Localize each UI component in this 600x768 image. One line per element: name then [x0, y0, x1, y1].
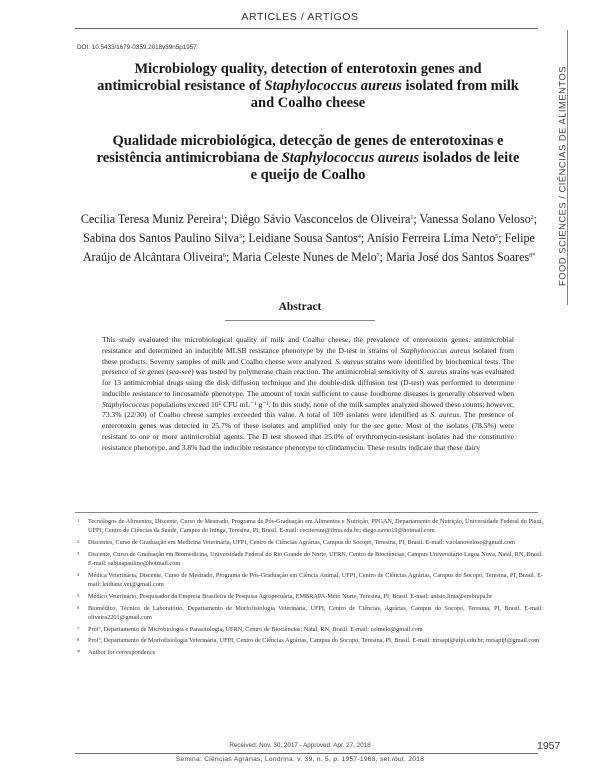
- footnotes: [75, 517, 543, 660]
- footnote-divider: [75, 512, 538, 513]
- author-separator: ;: [242, 230, 249, 245]
- footnote: [75, 550, 543, 569]
- author-name: Leidiane Sousa Santos: [248, 230, 358, 245]
- author: [231, 212, 420, 226]
- title-pt-species: Staphylococcus aureus: [281, 150, 420, 166]
- footer-divider: [75, 753, 538, 754]
- footnote-text: Profª, Departamento de Microbiologia e Parasitologia, UFRN, Centro de Biociências; Natal, RN, Brasil. E-mail: celmelo@gmail.com: [88, 625, 423, 633]
- footnote-mark: 6: [77, 604, 80, 610]
- footnote: [75, 636, 543, 645]
- footnote-text: Discentes, Curso de Graduação em Medicina Veterinária, UFPI, Centro de Ciências Agrárias, Campus do Socopo, Teresina, PI, Brasil. E-mail: v.solanoveloso@gmail.com: [88, 539, 515, 547]
- page-number: 1957: [537, 740, 561, 752]
- author: [386, 250, 535, 264]
- author-affiliation-mark: 7: [376, 252, 380, 259]
- footnote: [75, 592, 543, 601]
- footnote-mark: 7: [77, 625, 80, 631]
- footnote: [75, 625, 543, 634]
- author-separator: ;: [225, 249, 233, 264]
- section-label: ARTICLES / ARTIGOS: [241, 11, 359, 23]
- author-name: Cecília Teresa Muniz Pereira: [80, 212, 222, 226]
- footnote-mark: *: [77, 648, 81, 656]
- side-divider: [567, 30, 568, 305]
- side-section-label: [552, 48, 572, 303]
- author-affiliation-mark: 2: [530, 215, 534, 221]
- author-separator: ;: [533, 212, 538, 226]
- author-affiliation-mark: 5: [495, 233, 499, 240]
- footnote-mark: 8: [77, 637, 80, 643]
- author-separator: ;: [413, 212, 420, 226]
- doi[interactable]: DOI: 10.5433/1679-0359.2018v39n5p1957: [77, 44, 197, 51]
- journal-citation: Semina: Ciências Agrárias, Londrina, v. 39, n. 5, p. 1957-1968, set./out. 2018: [175, 756, 425, 763]
- author-name: Felipe Araújo de Alcântara Oliveira: [82, 230, 535, 264]
- footnote: [75, 538, 543, 547]
- footnote-text: Médico Veterinário, Pesquisador da Empresa Brasileira de Pesquisa Agropecuária, EMBRAPA-Meio Norte, Teresina, PI, Brasil. E-mail: anisio.lima@embrapa.br: [88, 592, 493, 600]
- footnote-text: Tecnólogos de Alimentos, Discente, Curso de Mestrado, Programa de Pós-Graduação em Alimentos e Nutrição, PPGAN, Departamento de Nutrição, Universidade Federal do Piauí, UFPI, Centro de Ciências da Saúde, Campus do Ininga, Teresina, PI, Brasil. E-mail: cecitereza@ifma.edu.br; diego.savio19@hotmail.com: [88, 518, 543, 535]
- footnote-mark: 3: [77, 550, 80, 556]
- footnote-mark: 4: [77, 571, 80, 577]
- author: [367, 231, 505, 245]
- footnote: [75, 571, 543, 590]
- author-separator: ;: [379, 249, 387, 264]
- author-name: Diêgo Sávio Vasconcelos de Oliveira: [230, 212, 411, 226]
- author: [419, 212, 537, 226]
- title-portuguese: [95, 133, 521, 184]
- title-en-species: Staphylococcus aureus: [264, 78, 402, 94]
- author: [232, 250, 386, 264]
- author-separator: ;: [224, 212, 231, 226]
- side-section-text: FOOD SCIENCES / CIÊNCIAS DE ALIMENTOS: [556, 65, 568, 286]
- title-en-text-2: isolated from milk and Coalho cheese: [250, 78, 519, 111]
- author-name: Sabina dos Santos Paulino Silva: [83, 230, 239, 245]
- title-pt-text-1: Qualidade microbiológica, detecção de genes de enterotoxinas e resistência antimicrobiana de: [96, 133, 504, 166]
- author-list: [76, 210, 542, 266]
- footnote-mark: 1: [77, 518, 80, 523]
- received-approved-dates: Received: Nov. 30, 2017 - Approved: Apr. 27, 2018: [229, 742, 371, 749]
- author-affiliation-mark: 4: [357, 233, 361, 240]
- author-affiliation-mark: 6: [222, 252, 226, 259]
- author-name: Vanessa Solano Veloso: [419, 212, 531, 226]
- title-en-text-1: Microbiology quality, detection of enterotoxin genes and antimicrobial resistance of: [97, 61, 482, 94]
- footnote-text: Profª, Departamento de Morfofisiologia Veterinária, UFPI, Centro de Ciências Agrárias, Campus do Socopo, Teresina, PI, Brasil. E-mail: mrsapi@ufpi.edu.br; mrsapijf@gmail.com: [88, 637, 540, 645]
- footnote-text: Discente, Curso de Graduação em Biomedicina, Universidade Federal do Rio Grande do Norte, UFRN, Centro de Biociências, Campus Universitário Lagoa Nova, Natal, RN, Brasil. E-mail: sabinapaulino@hotmail.com: [88, 550, 543, 568]
- footnote: [75, 517, 543, 536]
- author-name: Maria José dos Santos Soares: [386, 249, 530, 264]
- footnote-text: Médica Veterinária, Discente, Curso de Mestrado, Programa de Pós-Graduação em Ciência Animal, UFPI, Centro de Ciências Agrárias, Campus do Socopo, Teresina, PI, Brasil. E-mail: leidiane.vet@gmail.com: [88, 571, 543, 589]
- footnote-text: Biomédico, Técnico de Laboratório, Departamento de Morfofisiologia Veterinária, UFPI, Centro de Ciências, Agrárias, Campus do Socopo, Teresina, PI, Brasil. E-mail: oliveira2201@gmail.com: [88, 604, 543, 622]
- footnote-mark: 5: [77, 592, 80, 598]
- abstract-divider: [225, 320, 375, 321]
- author: [81, 212, 231, 226]
- author: [83, 231, 248, 245]
- title-english: [95, 61, 521, 112]
- author-separator: ;: [360, 230, 367, 245]
- footnote-text: Author for correspondence: [88, 648, 156, 656]
- author-affiliation-mark: 3: [239, 233, 242, 240]
- footnote: [75, 604, 543, 623]
- author-affiliation-mark: 1: [410, 215, 414, 221]
- author-separator: ;: [498, 230, 505, 245]
- author-name: Maria Celeste Nunes de Melo: [232, 249, 377, 264]
- author-name: Anísio Ferreira Lima Neto: [366, 230, 496, 245]
- footnote: [75, 648, 543, 657]
- footnote-mark: 2: [77, 539, 80, 545]
- abstract-text: This study evaluated the microbiological quality of milk and Coalho cheese, the prevalence of enterotoxin genes, antimicrobial resistance and determined an inducible MLSB resistance phenotype by the D-test in strains of Staphylococcus aureus isolated from these products. Seventy samples of milk and Coalho cheese were analyzed. S. aureus strains were identified by biochemical tests. The presence of se genes (sea-see) was tested by polymerase chain reaction. The antimicrobial sensitivity of S. aureus strains was evaluated for 13 antimicrobial drugs using the disk diffusion technique and the double-disk diffusion test (D-test) was performed to determine inducible resistance to lincosamide phenotype. The amount of toxin sufficient to cause foodborne diseases is generally observed when Staphylococcus populations exceed 10⁵ CFU mL⁻¹ g⁻¹. In this study, none of the milk samples analyzed showed these counts; however, 73.3% (22/30) of Coalho cheese samples exceeded this value. A total of 109 isolates were identified as S. aureus. The presence of enterotoxin genes was detected in 25.7% of these isolates and amplified only for the sec gene. Most of the isolates (78.5%) were resistant to one or more antimicrobial agents. The D test showed that 25.0% of erythromycin-resistant isolates had the constitutive resistance phenotype, and 3.8% had the inducible resistance phenotype to clindamycin. These results indicate that these dairy: [102, 335, 515, 452]
- author: [248, 231, 366, 245]
- header-divider: [75, 28, 538, 29]
- title-pt-text-2: isolados de leite e queijo de Coalho: [250, 150, 520, 183]
- abstract-heading: Abstract: [278, 301, 322, 313]
- author-affiliation-mark: 8*: [529, 252, 536, 259]
- author-affiliation-mark: 1: [221, 215, 225, 221]
